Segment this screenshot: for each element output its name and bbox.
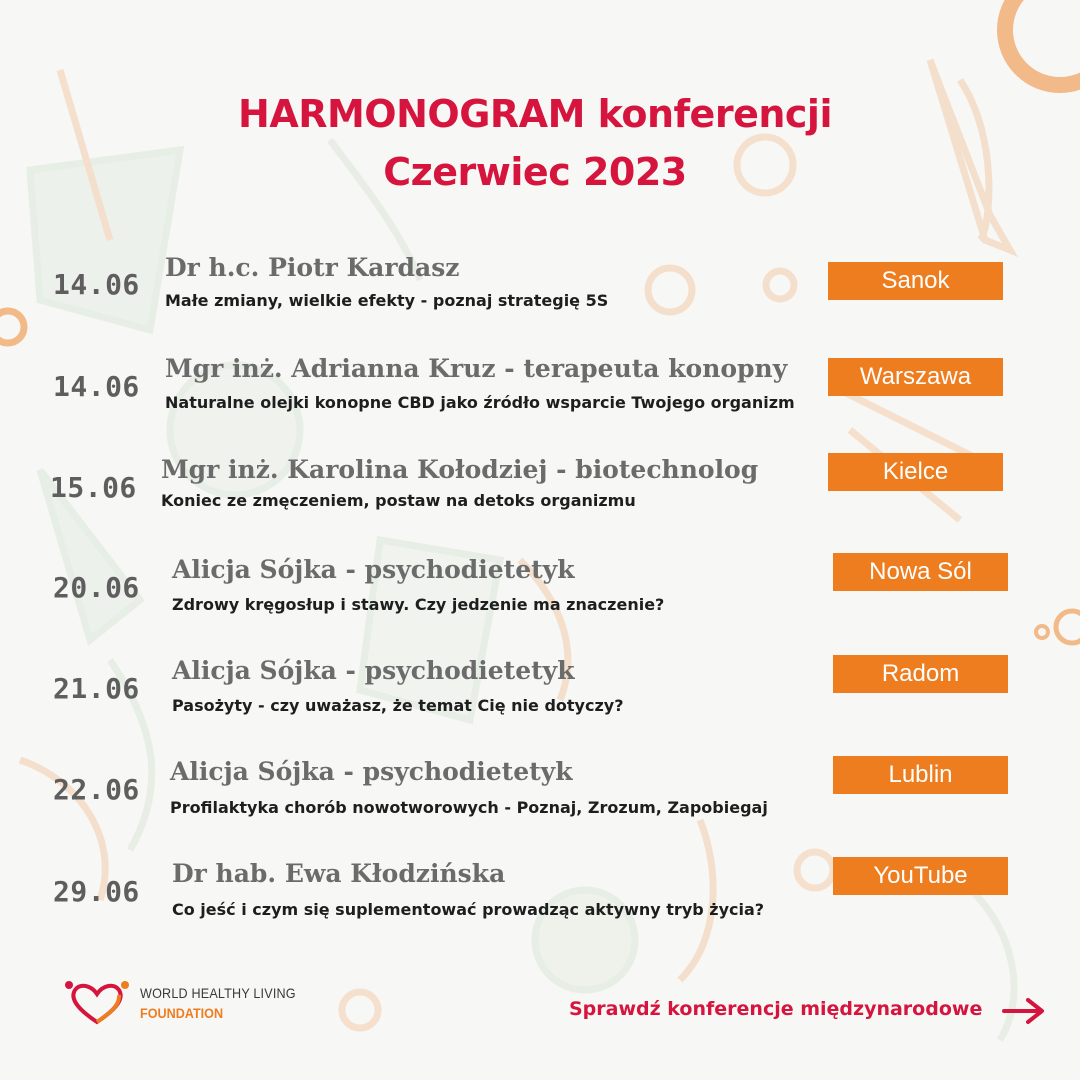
event-date: 20.06 xyxy=(53,571,140,604)
city-badge: Radom xyxy=(833,655,1008,693)
heart-logo-icon xyxy=(62,978,132,1028)
city-badge: Lublin xyxy=(833,756,1008,794)
event-topic: Małe zmiany, wielkie efekty - poznaj strategię 5S xyxy=(165,291,609,310)
brand-subtitle: FOUNDATION xyxy=(140,1005,224,1021)
event-topic: Zdrowy kręgosłup i stawy. Czy jedzenie ma znaczenie? xyxy=(172,595,665,614)
city-badge: Sanok xyxy=(828,262,1003,300)
page-subtitle: Czerwiec 2023 xyxy=(383,150,687,194)
city-badge: Warszawa xyxy=(828,358,1003,396)
event-topic: Pasożyty - czy uważasz, że temat Cię nie dotyczy? xyxy=(172,696,624,715)
event-speaker: Alicja Sójka - psychodietetyk xyxy=(172,555,575,584)
city-badge: Kielce xyxy=(828,453,1003,491)
event-topic: Naturalne olejki konopne CBD jako źródło wsparcie Twojego organizm xyxy=(165,393,795,412)
event-row xyxy=(0,352,1080,432)
event-speaker: Alicja Sójka - psychodietetyk xyxy=(172,656,575,685)
event-speaker: Mgr inż. Adrianna Kruz - terapeuta konopny xyxy=(165,354,788,383)
event-date: 21.06 xyxy=(53,672,140,705)
event-date: 14.06 xyxy=(53,370,140,403)
event-speaker: Dr h.c. Piotr Kardasz xyxy=(165,253,460,282)
event-speaker: Alicja Sójka - psychodietetyk xyxy=(170,757,573,786)
event-date: 14.06 xyxy=(53,268,140,301)
arrow-right-icon[interactable] xyxy=(1002,996,1048,1026)
event-topic: Profilaktyka chorób nowotworowych - Poznaj, Zrozum, Zapobiegaj xyxy=(170,798,768,817)
city-badge[interactable]: YouTube xyxy=(833,857,1008,895)
brand-name: WORLD HEALTHY LIVING xyxy=(140,985,296,1001)
event-row xyxy=(0,250,1080,330)
event-speaker: Dr hab. Ewa Kłodzińska xyxy=(172,859,506,888)
event-row xyxy=(0,553,1080,633)
event-speaker: Mgr inż. Karolina Kołodziej - biotechnolog xyxy=(161,455,759,484)
event-topic: Koniec ze zmęczeniem, postaw na detoks organizmu xyxy=(161,491,636,510)
event-date: 15.06 xyxy=(50,471,137,504)
event-date: 29.06 xyxy=(53,875,140,908)
event-row xyxy=(0,857,1080,937)
event-row xyxy=(0,654,1080,734)
event-row xyxy=(0,453,1080,533)
city-badge: Nowa Sól xyxy=(833,553,1008,591)
event-date: 22.06 xyxy=(53,773,140,806)
page-title: HARMONOGRAM konferencji xyxy=(238,92,832,136)
international-conferences-link[interactable]: Sprawdź konferencje międzynarodowe xyxy=(569,998,983,1020)
event-row xyxy=(0,755,1080,835)
event-topic: Co jeść i czym się suplementować prowadząc aktywny tryb życia? xyxy=(172,900,765,919)
